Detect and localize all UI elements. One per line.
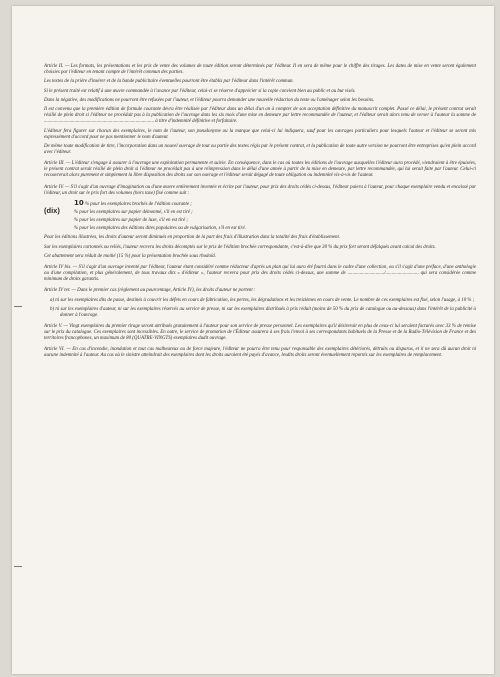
paragraph: L'éditeur fera figurer sur chacun des exemplaires, le nom de l'auteur, son pseudonyme ou la marque que celui-ci lui indiquera, sauf pour les ouvrages particuliers pour lesquels l'auteur et l'éditeur se seront mis expressément d'accord pour ne pas mentionner le nom d'auteur. (44, 128, 476, 140)
handwritten-rate: 10 (74, 198, 84, 207)
document-page (12, 6, 494, 674)
paragraph: Article V. — Vingt exemplaires du premier tirage seront attribués gratuitement à l'auteur pour son service de presse personnel. Les exemplaires qu'il désirerait en plus de ceux-ci lui seraient facturés avec 33 % de remise sur le prix du catalogue. Ces exemplaires sont incessibles. En outre, le service de promotion de l'Éditeur assurera à ses frais l'envoi à ses correspondants habituels de la Presse et de la Radio-Télévision de France et des territoires francophones, un maximum de 80 (QUATRE-VINGTS) exemplaires dudit ouvrage. (44, 323, 476, 342)
contract-text (44, 64, 476, 363)
rate-row (44, 224, 476, 232)
rate-text: % pour les exemplaires des éditions dites populaires ou de vulgarisation, s'il en est tiré. (74, 226, 246, 232)
paragraph: Il est convenu que la première édition de formule courante devra être réalisée par l'éditeur dans un délai d'un an à compter de son acceptation définitive du manuscrit complet. Passé ce délai, le présent contrat serait résilié de plein droit si l'éditeur ne procédait pas à la publication de l'ouvrage dans les six mois d'une mise en demeure par lettre recommandée de l'auteur, et l'éditeur serait alors tenu de verser à l'auteur la somme de .......................................................................................... à titre d'indemnité définitive et forfaitaire. (44, 107, 476, 125)
paragraph: De même toute modification de titre, l'incorporation dans un nouvel ouvrage de tout ou partie des textes régis par le présent contrat, et la publication de toute autre version ne pourront être entreprises qu'en plein accord avec l'éditeur. (44, 144, 476, 156)
article-4-ter (44, 288, 476, 319)
paragraph: Article IV. — S'il s'agit d'un ouvrage d'imagination ou d'une œuvre entièrement inventée et écrite par l'auteur, pour prix des droits cédés ci-dessus, l'éditeur paiera à l'auteur, pour chaque exemplaire vendu et encaissé par l'éditeur, un droit sur le prix fort des volumes (hors taxe) fixé comme suit : (44, 184, 476, 196)
article-3 (44, 161, 476, 179)
list-item: b) ni sur les exemplaires d'auteur, ni sur les exemplaires réservés au service de presse, ni sur les exemplaires distribués à prix réduit (moins de 50 % du prix de catalogue ou au-dessous) dans l'intérêt de la publicité à donner à l'ouvrage. (50, 306, 476, 318)
paragraph: Article VI. — En cas d'incendie, inondation et tout cas malheureux ou de force majeure, l'éditeur ne pourra être tenu pour responsable des exemplaires détériorés, détruits ou disparus, et il ne sera dû aucun droit ni aucune indemnité à l'auteur. Au cas où le sinistre atteindrait des exemplaires dont les droits auraient été payés d'avance, lesdits droits seront éventuellement reportés sur les exemplaires de remplacement. (44, 347, 476, 359)
rate-row (44, 208, 476, 216)
paragraph: Cet abattement sera réduit de moitié (15 %) pour la présentation brochée sous rhodoïd. (44, 253, 216, 259)
article-5 (44, 324, 476, 342)
rate-text: % pour les exemplaires brochés de l'édition courante ; (84, 201, 192, 207)
list-item: a) ni sur les exemplaires dits de passe, destinés à couvrir les défets en cours de fabrication, les pertes, les dégradations et les treizièmes en cours de vente. Le nombre de ces exemplaires est fixé, selon l'usage, à 10 % ; (50, 297, 475, 303)
rate-row (44, 200, 476, 208)
handwritten-rate-label: (dix) (44, 206, 60, 215)
article-6 (44, 347, 476, 359)
paragraph: Article III. — L'éditeur s'engage à assurer à l'ouvrage une exploitation permanente et suivie. En conséquence, dans le cas où toutes les éditions de l'ouvrage auxquelles l'éditeur aura procédé, viendraient à être épuisées, le présent contrat serait résilié de plein droit si l'éditeur ne procédait pas à une réimpression dans le délai d'une année à partir de la mise en demeure, par lettre recommandée, qui lui serait faite par l'auteur. Celui-ci recouvrerait alors purement et simplement la libre disposition des droits sur son ouvrage et l'éditeur serait dégagé de toute obligation ou indemnité vis-à-vis de l'auteur. (44, 161, 476, 179)
article-4-bis (44, 265, 476, 283)
article-2 (44, 64, 476, 156)
rate-text: % pour les exemplaires sur papier de luxe, s'il en est tiré ; (74, 218, 189, 224)
paragraph: Dans la négative, des modifications ne pourront être refusées par l'auteur, et l'éditeur pourra demander une nouvelle rédaction du texte ou l'aménager selon les besoins. (44, 97, 375, 103)
paragraph: Les textes de la prière d'insérer et de la bande publicitaire éventuelles pourront être établis par l'éditeur dans l'intérêt commun. (44, 79, 294, 85)
paragraph: Pour les éditions illustrées, les droits d'auteur seront diminués en proportion de la part des frais d'illustration dans la totalité des frais d'établissement. (44, 235, 341, 241)
margin-mark (14, 566, 22, 567)
margin-mark (14, 306, 22, 307)
paragraph: Si le présent traité est relatif à une œuvre commandée à l'avance par l'éditeur, celui-ci se réserve d'apprécier si la copie convient bien au public et au but visés. (44, 88, 356, 94)
rate-row (44, 216, 476, 224)
paragraph: Article IV ter. — Dans le premier cas (règlement au pourcentage, Article IV), les droits d'auteur ne portent : (44, 288, 256, 294)
paragraph: Article II. — Les formats, les présentations et les prix de vente des volumes de toute édition seront déterminés par l'éditeur. Il en sera de même pour le chiffre des tirages. Les dates de mise en vente seront également choisies par l'éditeur en tenant compte de l'intérêt commun des parties. (44, 64, 476, 76)
paragraph: Sur les exemplaires cartonnés ou reliés, l'auteur recevra les droits décomptés sur le prix de l'édition brochée correspondante, c'est-à-dire que 30 % du prix fort seront défalqués avant calcul des droits. (44, 244, 436, 250)
rate-text: % pour les exemplaires sur papier démonmé, s'il en est tiré ; (74, 210, 193, 215)
article-4 (44, 185, 476, 260)
paragraph: Article IV bis. — S'il s'agit d'un ouvrage inventé par l'éditeur, l'auteur étant considéré comme rédacteur d'après un plan qui lui aura été fourni dans le cadre d'une collection, ou s'il s'agit d'une préface, d'une anthologie ou d'une compilation, et plus généralement, de tous travaux dits « d'éditeur », l'auteur recevra pour prix des droits cédés ci-dessus, une somme de ............................../........................... qui sera considérée comme minimum de droits garantis. (44, 264, 476, 283)
